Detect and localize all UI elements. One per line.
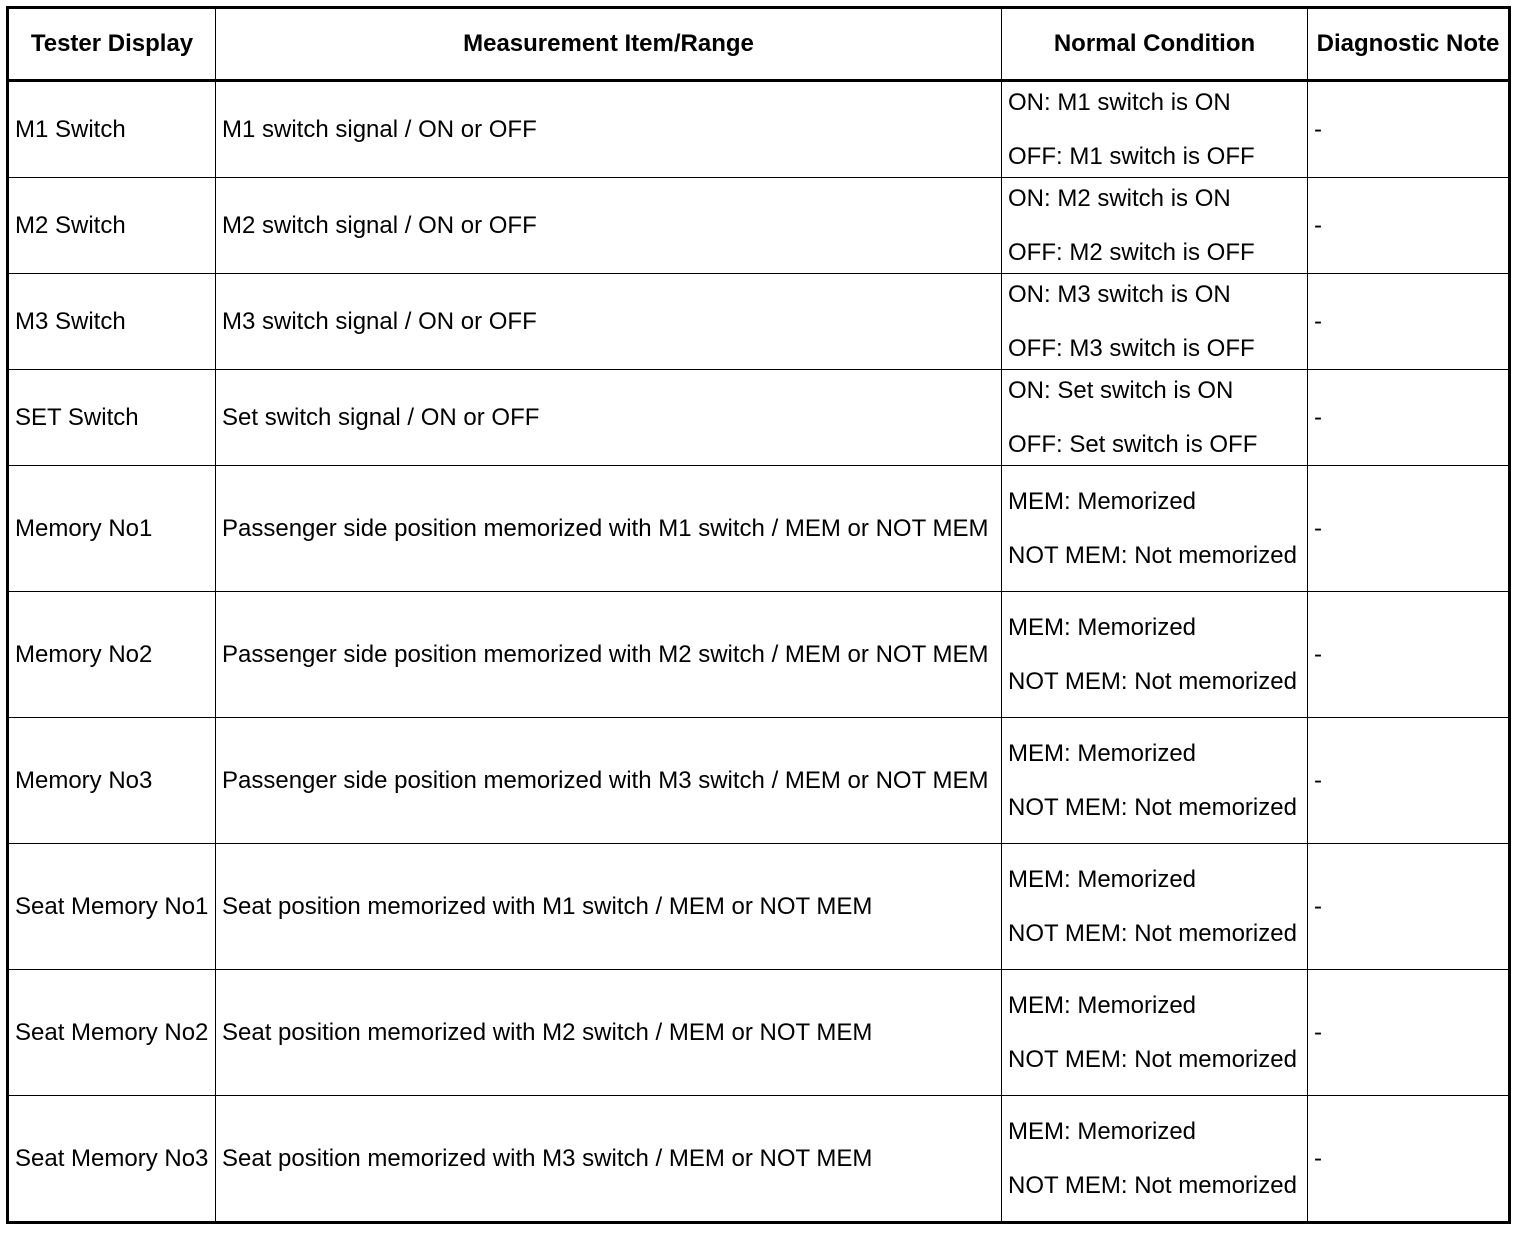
tester-display-cell: M3 Switch — [8, 274, 216, 370]
condition-line: ON: M3 switch is ON — [1008, 280, 1231, 308]
measurement-cell: Passenger side position memorized with M1 switch / MEM or NOT MEM — [216, 466, 1002, 592]
table-row — [8, 274, 1510, 370]
normal-condition-cell — [1002, 466, 1308, 592]
tester-display-cell: Seat Memory No3 — [8, 1096, 216, 1223]
normal-condition-cell — [1002, 718, 1308, 844]
normal-condition-cell — [1002, 370, 1308, 466]
diagnostic-note-cell: - — [1308, 970, 1510, 1096]
table-row — [8, 718, 1510, 844]
condition-line: NOT MEM: Not memorized — [1008, 793, 1297, 821]
measurement-cell: Seat position memorized with M1 switch / MEM or NOT MEM — [216, 844, 1002, 970]
condition-line: MEM: Memorized — [1008, 1117, 1197, 1145]
measurement-cell: M3 switch signal / ON or OFF — [216, 274, 1002, 370]
diagnostic-note-cell: - — [1308, 274, 1510, 370]
condition-line: ON: Set switch is ON — [1008, 376, 1234, 404]
condition-line: NOT MEM: Not memorized — [1008, 1045, 1297, 1073]
measurement-cell: Seat position memorized with M3 switch / MEM or NOT MEM — [216, 1096, 1002, 1223]
condition-line: OFF: M2 switch is OFF — [1008, 238, 1255, 266]
tester-display-cell: Seat Memory No2 — [8, 970, 216, 1096]
diagnostic-note-cell: - — [1308, 81, 1510, 178]
condition-line: OFF: Set switch is OFF — [1008, 430, 1258, 458]
condition-line: MEM: Memorized — [1008, 487, 1197, 515]
normal-condition-cell — [1002, 970, 1308, 1096]
measurement-cell: M1 switch signal / ON or OFF — [216, 81, 1002, 178]
condition-line: NOT MEM: Not memorized — [1008, 919, 1297, 947]
table-row — [8, 178, 1510, 274]
data-list-table — [6, 6, 1511, 1224]
tester-display-cell: Memory No1 — [8, 466, 216, 592]
diagnostic-note-cell: - — [1308, 1096, 1510, 1223]
tester-display-cell: SET Switch — [8, 370, 216, 466]
condition-line: NOT MEM: Not memorized — [1008, 1171, 1297, 1199]
table-row — [8, 370, 1510, 466]
condition-line: MEM: Memorized — [1008, 991, 1197, 1019]
condition-line: ON: M2 switch is ON — [1008, 184, 1231, 212]
normal-condition-cell — [1002, 274, 1308, 370]
header-measurement-item: Measurement Item/Range — [216, 8, 1002, 81]
diagnostic-note-cell: - — [1308, 592, 1510, 718]
measurement-cell: Set switch signal / ON or OFF — [216, 370, 1002, 466]
condition-line: NOT MEM: Not memorized — [1008, 541, 1297, 569]
measurement-cell: Seat position memorized with M2 switch / MEM or NOT MEM — [216, 970, 1002, 1096]
table-row — [8, 592, 1510, 718]
table-row — [8, 1096, 1510, 1223]
condition-line: OFF: M3 switch is OFF — [1008, 334, 1255, 362]
tester-display-cell: M1 Switch — [8, 81, 216, 178]
normal-condition-cell — [1002, 592, 1308, 718]
header-normal-condition: Normal Condition — [1002, 8, 1308, 81]
diagnostic-note-cell: - — [1308, 844, 1510, 970]
measurement-cell: Passenger side position memorized with M2 switch / MEM or NOT MEM — [216, 592, 1002, 718]
table-row — [8, 970, 1510, 1096]
header-tester-display: Tester Display — [8, 8, 216, 81]
condition-line: MEM: Memorized — [1008, 613, 1197, 641]
diagnostic-note-cell: - — [1308, 370, 1510, 466]
table-row — [8, 466, 1510, 592]
table-row — [8, 81, 1510, 178]
condition-line: ON: M1 switch is ON — [1008, 88, 1231, 116]
diagnostic-note-cell: - — [1308, 178, 1510, 274]
table-row — [8, 844, 1510, 970]
header-row — [8, 8, 1510, 81]
condition-line: OFF: M1 switch is OFF — [1008, 142, 1255, 170]
tester-display-cell: Seat Memory No1 — [8, 844, 216, 970]
condition-line: MEM: Memorized — [1008, 865, 1197, 893]
diagnostic-note-cell: - — [1308, 466, 1510, 592]
normal-condition-cell — [1002, 844, 1308, 970]
tester-display-cell: Memory No2 — [8, 592, 216, 718]
measurement-cell: Passenger side position memorized with M3 switch / MEM or NOT MEM — [216, 718, 1002, 844]
normal-condition-cell — [1002, 178, 1308, 274]
condition-line: NOT MEM: Not memorized — [1008, 667, 1297, 695]
condition-line: MEM: Memorized — [1008, 739, 1197, 767]
diagnostic-note-cell: - — [1308, 718, 1510, 844]
tester-display-cell: Memory No3 — [8, 718, 216, 844]
measurement-cell: M2 switch signal / ON or OFF — [216, 178, 1002, 274]
header-diagnostic-note: Diagnostic Note — [1308, 8, 1510, 81]
normal-condition-cell — [1002, 81, 1308, 178]
normal-condition-cell — [1002, 1096, 1308, 1223]
tester-display-cell: M2 Switch — [8, 178, 216, 274]
